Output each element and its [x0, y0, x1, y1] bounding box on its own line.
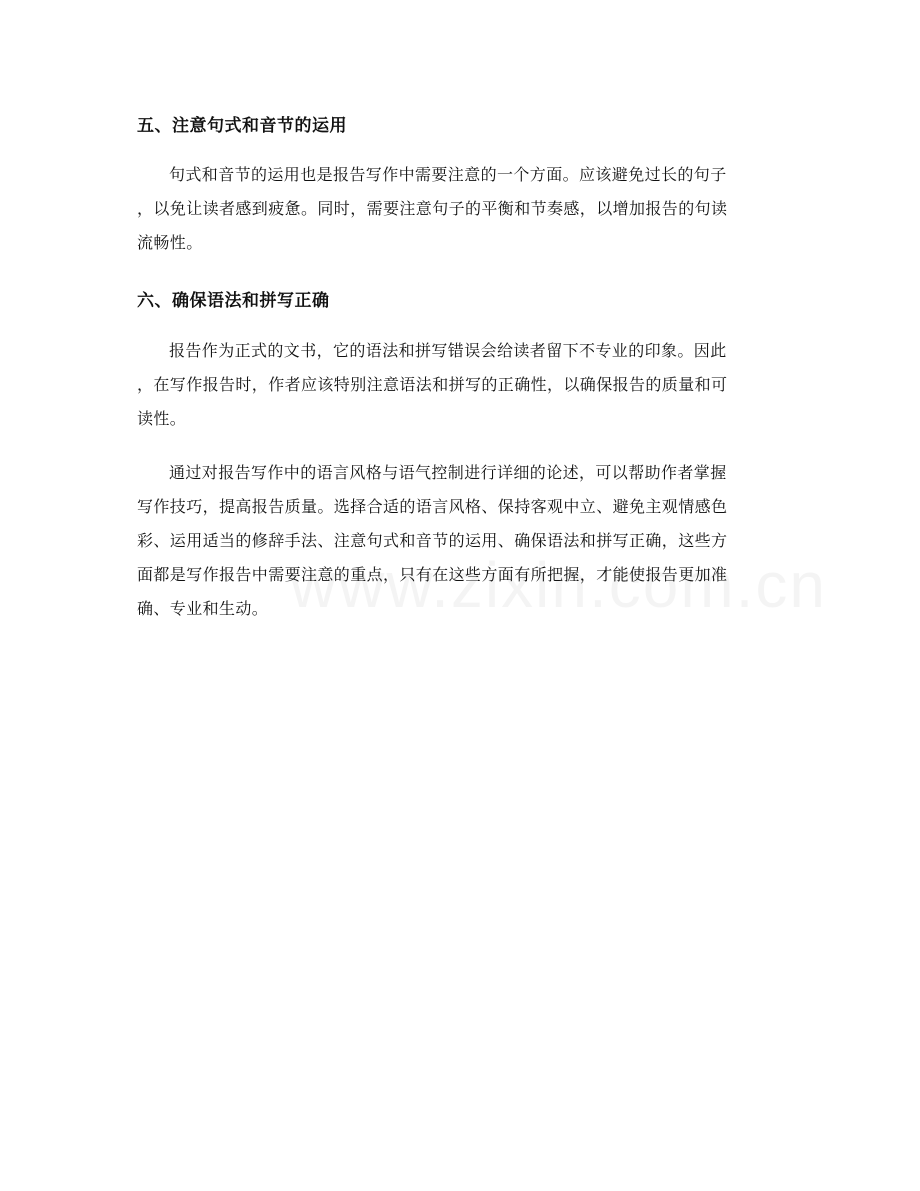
paragraph-line: 句式和音节的运用也是报告写作中需要注意的一个方面。应该避免过长的句子 [169, 165, 727, 184]
paragraph-line: ，在写作报告时，作者应该特别注意语法和拼写的正确性，以确保报告的质量和可 [137, 375, 728, 394]
paragraph-line: 通过对报告写作中的语言风格与语气控制进行详细的论述，可以帮助作者掌握 [169, 463, 727, 482]
paragraph-line: 确、专业和生动。 [137, 599, 269, 618]
paragraph-line: 写作技巧，提高报告质量。选择合适的语言风格、保持客观中立、避免主观情感色 [137, 497, 728, 516]
paragraph-line: 彩、运用适当的修辞手法、注意句式和音节的运用、确保语法和拼写正确，这些方 [137, 531, 728, 550]
section-heading-6: 六、确保语法和拼写正确 [137, 291, 330, 311]
paragraph-line: 报告作为正式的文书，它的语法和拼写错误会给读者留下不专业的印象。因此 [169, 341, 727, 360]
section-heading-5: 五、注意句式和音节的运用 [137, 116, 347, 136]
paragraph-line: ，以免让读者感到疲惫。同时，需要注意句子的平衡和节奏感，以增加报告的句读 [137, 199, 728, 218]
paragraph-line: 流畅性。 [137, 233, 203, 252]
paragraph-line: 读性。 [137, 409, 187, 428]
paragraph-line: 面都是写作报告中需要注意的重点，只有在这些方面有所把握，才能使报告更加准 [137, 565, 728, 584]
watermark [290, 548, 827, 622]
